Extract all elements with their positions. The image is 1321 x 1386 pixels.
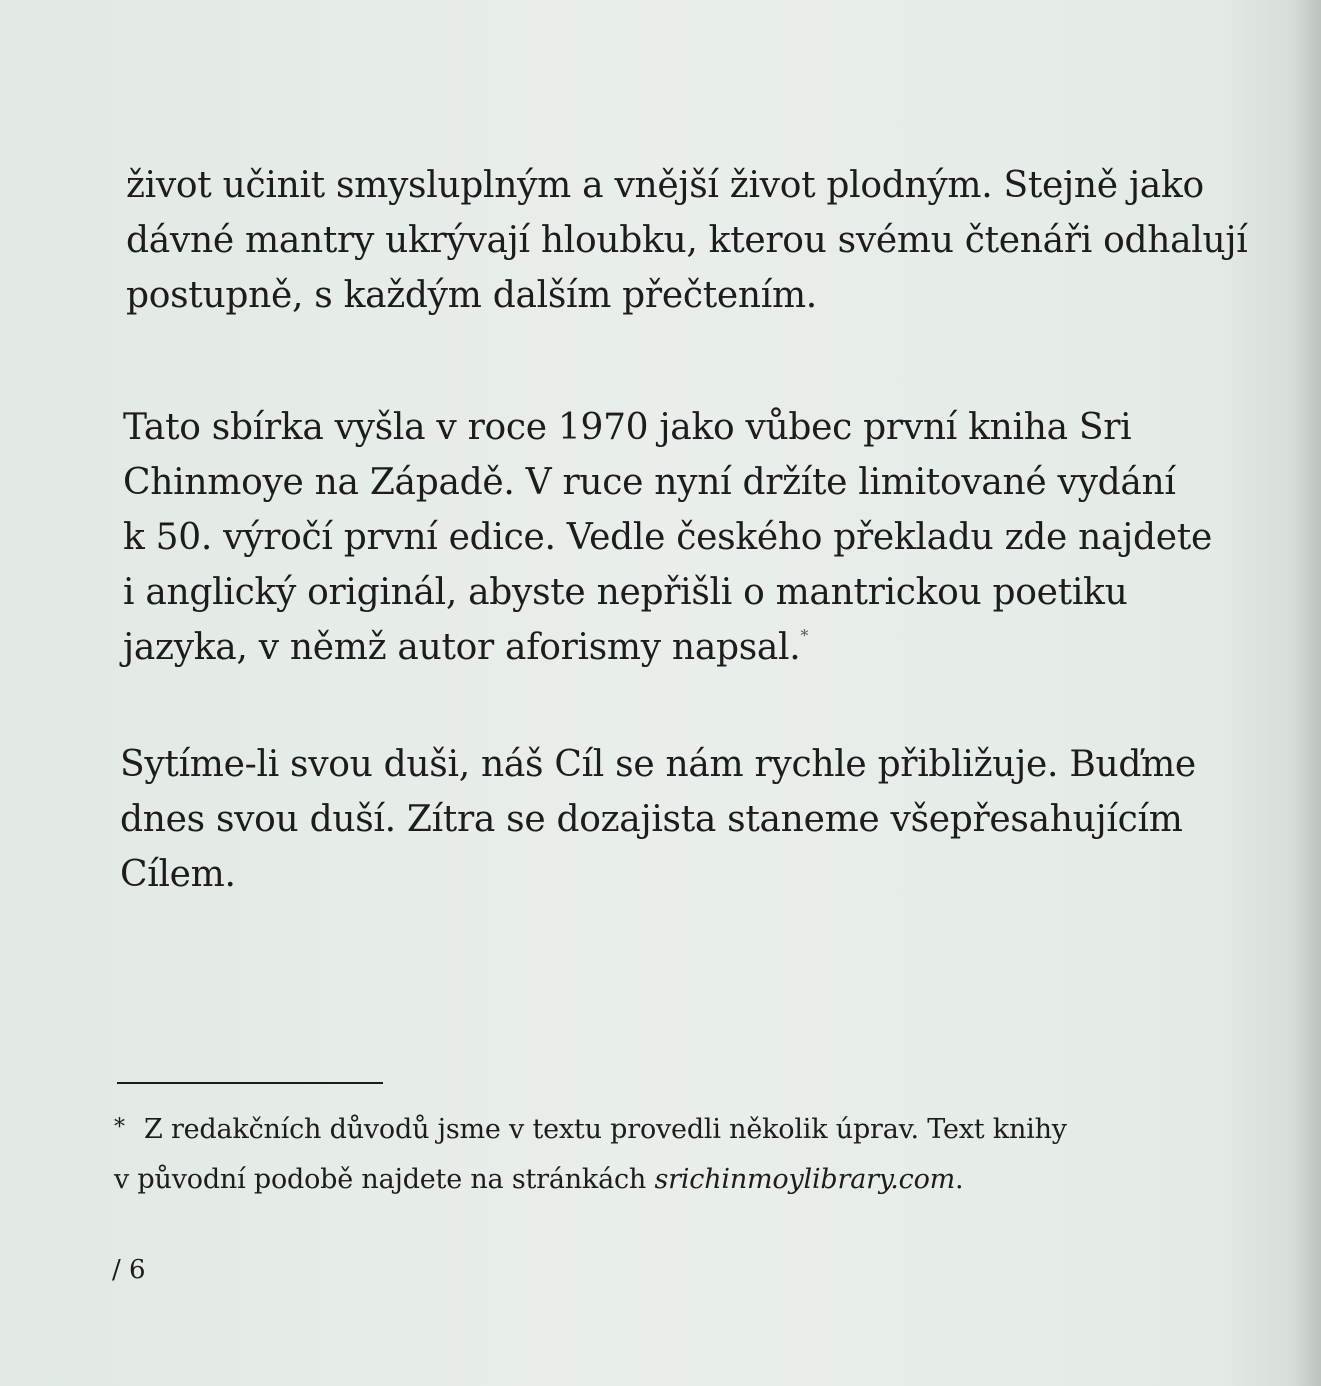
text-line: jazyka, v němž autor aforismy napsal. <box>123 627 801 668</box>
page-number: / 6 <box>112 1255 146 1285</box>
text-line: Sytíme-li svou duši, náš Cíl se nám rychle přibližuje. Buďme <box>120 744 1196 785</box>
text-line: k 50. výročí první edice. Vedle českého překladu zde najdete <box>123 517 1212 558</box>
footnote-text: Z redakčních důvodů jsme v textu provedli několik úprav. Text knihy <box>144 1114 1067 1145</box>
text-line: Cílem. <box>120 854 236 895</box>
footnote-line-2 <box>114 1156 1067 1204</box>
footnote-divider <box>117 1082 383 1084</box>
paragraph-2 <box>123 400 1212 675</box>
text-line: dnes svou duší. Zítra se dozajista staneme všepřesahujícím <box>120 799 1183 840</box>
text-line: život učinit smysluplným a vnější život plodným. Stejně jako <box>126 165 1204 206</box>
footnote-text-end: . <box>955 1164 964 1195</box>
text-line: Chinmoye na Západě. V ruce nyní držíte limitované vydání <box>123 462 1176 503</box>
footnote-marker: * <box>114 1115 125 1140</box>
footnote-text: v původní podobě najdete na stránkách <box>114 1164 655 1195</box>
text-line: Tato sbírka vyšla v roce 1970 jako vůbec první kniha Sri <box>123 407 1132 448</box>
text-line: postupně, s každým dalším přečtením. <box>126 275 817 316</box>
text-line: i anglický originál, abyste nepřišli o mantrickou poetiku <box>123 572 1128 613</box>
paragraph-3 <box>120 737 1196 902</box>
footnote-reference-mark: * <box>800 626 809 645</box>
text-line: dávné mantry ukrývají hloubku, kterou svému čtenáři odhalují <box>126 220 1248 261</box>
paragraph-1 <box>126 158 1247 323</box>
footnote-line-1 <box>114 1106 1067 1156</box>
footnote-url: srichinmoylibrary.com <box>654 1164 956 1195</box>
text-line-with-footnote <box>123 620 1212 675</box>
footnote <box>114 1106 1067 1204</box>
page-edge-shadow <box>1293 0 1321 1386</box>
